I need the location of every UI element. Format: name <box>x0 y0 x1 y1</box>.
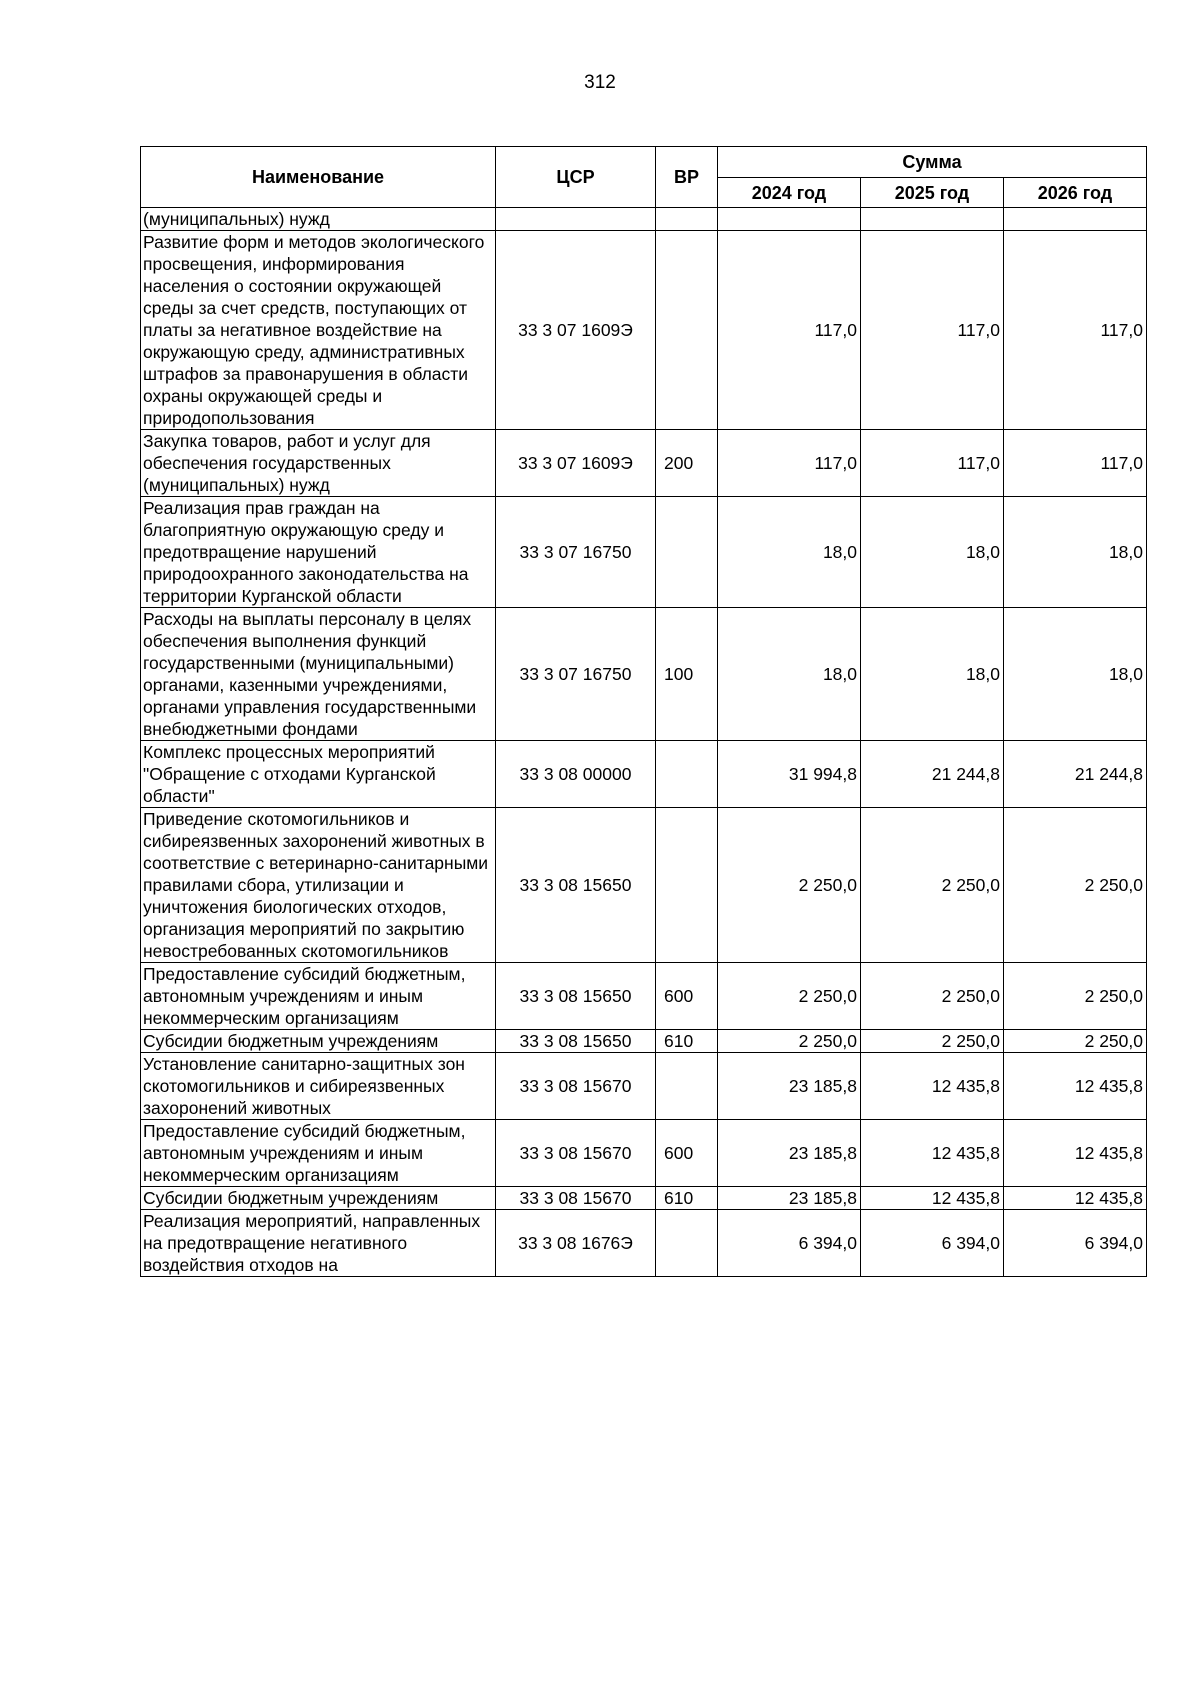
row-code <box>496 208 656 231</box>
row-name: Субсидии бюджетным учреждениям <box>141 1030 496 1053</box>
row-sum-2026: 18,0 <box>1004 497 1147 608</box>
row-sum-2025: 117,0 <box>861 430 1004 497</box>
row-name: Реализация прав граждан на благоприятную окружающую среду и предотвращение нарушений природоохранного законодательства на территории Курганской области <box>141 497 496 608</box>
row-code: 33 3 08 15670 <box>496 1120 656 1187</box>
row-sum-2026: 2 250,0 <box>1004 808 1147 963</box>
row-sum-2025: 18,0 <box>861 608 1004 741</box>
row-vr <box>656 741 718 808</box>
row-sum-2026: 12 435,8 <box>1004 1053 1147 1120</box>
row-vr: 100 <box>656 608 718 741</box>
row-name: Установление санитарно-защитных зон скотомогильников и сибиреязвенных захоронений животных <box>141 1053 496 1120</box>
row-sum-2024: 18,0 <box>718 608 861 741</box>
table-row <box>141 1187 1147 1210</box>
row-sum-2026: 12 435,8 <box>1004 1187 1147 1210</box>
header-year-2024: 2024 год <box>718 178 861 208</box>
row-sum-2025: 12 435,8 <box>861 1120 1004 1187</box>
row-vr: 200 <box>656 430 718 497</box>
row-sum-2025: 2 250,0 <box>861 1030 1004 1053</box>
row-sum-2025: 2 250,0 <box>861 808 1004 963</box>
row-code: 33 3 07 16750 <box>496 497 656 608</box>
row-sum-2025: 12 435,8 <box>861 1053 1004 1120</box>
row-sum-2024: 23 185,8 <box>718 1187 861 1210</box>
row-vr <box>656 231 718 430</box>
table-row <box>141 963 1147 1030</box>
row-code: 33 3 07 1609Э <box>496 231 656 430</box>
table-row <box>141 497 1147 608</box>
row-code: 33 3 08 15670 <box>496 1053 656 1120</box>
row-sum-2025: 117,0 <box>861 231 1004 430</box>
row-name: Расходы на выплаты персоналу в целях обеспечения выполнения функций государственными (муниципальными) органами, казенными учреждениями, органами управления государственными внебюджетными фондами <box>141 608 496 741</box>
header-name: Наименование <box>141 147 496 208</box>
row-sum-2026: 2 250,0 <box>1004 963 1147 1030</box>
row-sum-2026: 2 250,0 <box>1004 1030 1147 1053</box>
row-name: Предоставление субсидий бюджетным, автономным учреждениям и иным некоммерческим организациям <box>141 963 496 1030</box>
table-row <box>141 208 1147 231</box>
row-vr <box>656 208 718 231</box>
table-row <box>141 741 1147 808</box>
row-vr <box>656 497 718 608</box>
row-sum-2024: 2 250,0 <box>718 963 861 1030</box>
row-sum-2024: 117,0 <box>718 430 861 497</box>
table-body <box>141 208 1147 1277</box>
table-row <box>141 608 1147 741</box>
row-sum-2024 <box>718 208 861 231</box>
table-row <box>141 1210 1147 1277</box>
row-name: Развитие форм и методов экологического просвещения, информирования населения о состоянии окружающей среды за счет средств, поступающих от платы за негативное воздействие на окружающую среду, административных штрафов за правонарушения в области охраны окружающей среды и природопользования <box>141 231 496 430</box>
row-sum-2026: 117,0 <box>1004 231 1147 430</box>
header-sum: Сумма <box>718 147 1147 178</box>
row-sum-2024: 23 185,8 <box>718 1053 861 1120</box>
row-vr: 600 <box>656 1120 718 1187</box>
row-sum-2025: 21 244,8 <box>861 741 1004 808</box>
row-vr <box>656 808 718 963</box>
row-name: (муниципальных) нужд <box>141 208 496 231</box>
header-code: ЦСР <box>496 147 656 208</box>
row-code: 33 3 08 00000 <box>496 741 656 808</box>
row-sum-2024: 23 185,8 <box>718 1120 861 1187</box>
row-sum-2024: 117,0 <box>718 231 861 430</box>
row-sum-2025: 6 394,0 <box>861 1210 1004 1277</box>
row-code: 33 3 08 15670 <box>496 1187 656 1210</box>
row-vr: 610 <box>656 1187 718 1210</box>
row-name: Закупка товаров, работ и услуг для обеспечения государственных (муниципальных) нужд <box>141 430 496 497</box>
row-sum-2026: 21 244,8 <box>1004 741 1147 808</box>
row-sum-2024: 2 250,0 <box>718 1030 861 1053</box>
table-row <box>141 1053 1147 1120</box>
table-row <box>141 430 1147 497</box>
row-vr <box>656 1210 718 1277</box>
row-name: Реализация мероприятий, направленных на предотвращение негативного воздействия отходов на <box>141 1210 496 1277</box>
header-year-2025: 2025 год <box>861 178 1004 208</box>
row-code: 33 3 08 15650 <box>496 808 656 963</box>
header-vr: ВР <box>656 147 718 208</box>
row-sum-2026: 12 435,8 <box>1004 1120 1147 1187</box>
row-sum-2025: 18,0 <box>861 497 1004 608</box>
row-vr <box>656 1053 718 1120</box>
row-sum-2024: 31 994,8 <box>718 741 861 808</box>
row-code: 33 3 07 16750 <box>496 608 656 741</box>
row-sum-2024: 6 394,0 <box>718 1210 861 1277</box>
row-sum-2025 <box>861 208 1004 231</box>
row-sum-2025: 12 435,8 <box>861 1187 1004 1210</box>
budget-table <box>140 146 1147 1277</box>
row-sum-2026: 6 394,0 <box>1004 1210 1147 1277</box>
table-row <box>141 231 1147 430</box>
table-row <box>141 808 1147 963</box>
row-code: 33 3 08 1676Э <box>496 1210 656 1277</box>
table-row <box>141 1120 1147 1187</box>
page-number: 312 <box>584 72 616 93</box>
row-sum-2026: 18,0 <box>1004 608 1147 741</box>
table-row <box>141 1030 1147 1053</box>
row-sum-2026: 117,0 <box>1004 430 1147 497</box>
row-vr: 600 <box>656 963 718 1030</box>
row-sum-2024: 2 250,0 <box>718 808 861 963</box>
row-sum-2025: 2 250,0 <box>861 963 1004 1030</box>
row-code: 33 3 08 15650 <box>496 1030 656 1053</box>
row-sum-2026 <box>1004 208 1147 231</box>
row-name: Предоставление субсидий бюджетным, автономным учреждениям и иным некоммерческим организациям <box>141 1120 496 1187</box>
table-header-row <box>141 147 1147 178</box>
row-name: Субсидии бюджетным учреждениям <box>141 1187 496 1210</box>
row-sum-2024: 18,0 <box>718 497 861 608</box>
row-name: Приведение скотомогильников и сибиреязвенных захоронений животных в соответствие с ветеринарно-санитарными правилами сбора, утилизации и уничтожения биологических отходов, организация мероприятий по закрытию невостребованных скотомогильников <box>141 808 496 963</box>
row-code: 33 3 08 15650 <box>496 963 656 1030</box>
row-vr: 610 <box>656 1030 718 1053</box>
header-year-2026: 2026 год <box>1004 178 1147 208</box>
row-name: Комплекс процессных мероприятий "Обращение с отходами Курганской области" <box>141 741 496 808</box>
row-code: 33 3 07 1609Э <box>496 430 656 497</box>
